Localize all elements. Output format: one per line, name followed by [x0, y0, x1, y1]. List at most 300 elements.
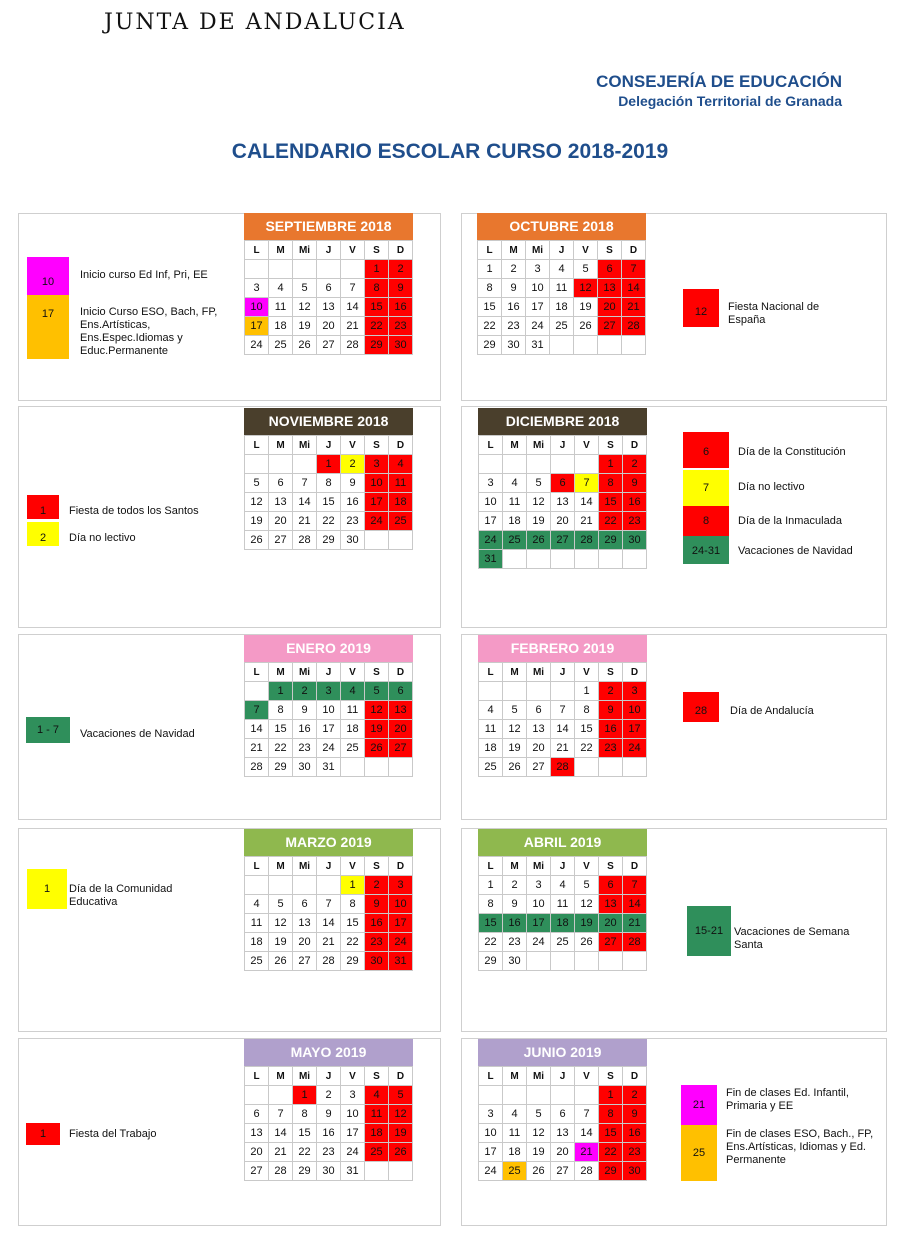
weekday-label: S	[365, 857, 389, 876]
day-cell: 18	[341, 720, 365, 739]
day-cell: 17	[365, 493, 389, 512]
legend-text: Fin de clases ESO, Bach., FP, Ens.Artísticas, Idiomas y Ed. Permanente	[726, 1128, 874, 1166]
day-cell	[598, 336, 622, 355]
day-cell: 31	[479, 550, 503, 569]
day-cell	[551, 682, 575, 701]
day-cell: 30	[341, 531, 365, 550]
day-cell: 8	[575, 701, 599, 720]
day-cell: 14	[623, 895, 647, 914]
day-cell: 22	[478, 317, 502, 336]
week-row	[479, 876, 647, 895]
day-cell: 24	[623, 739, 647, 758]
weekday-label: M	[503, 436, 527, 455]
weekday-label: L	[245, 436, 269, 455]
day-cell: 27	[245, 1162, 269, 1181]
day-cell: 19	[503, 739, 527, 758]
day-cell: 5	[293, 279, 317, 298]
day-cell: 22	[575, 739, 599, 758]
day-cell: 12	[365, 701, 389, 720]
day-cell	[503, 1086, 527, 1105]
day-cell: 6	[551, 474, 575, 493]
week-row	[245, 512, 413, 531]
day-cell	[599, 550, 623, 569]
day-cell: 31	[526, 336, 550, 355]
day-cell: 7	[551, 701, 575, 720]
day-cell: 25	[341, 739, 365, 758]
legend-swatch: 28	[683, 692, 719, 722]
legend-text: Inicio Curso ESO, Bach, FP, Ens.Artísticas, Ens.Espec.Idiomas y Educ.Permanente	[80, 306, 218, 357]
day-cell	[503, 682, 527, 701]
day-cell: 25	[245, 952, 269, 971]
day-cell: 25	[389, 512, 413, 531]
day-cell	[341, 758, 365, 777]
month-grid	[244, 1066, 413, 1181]
weekday-label: J	[317, 1067, 341, 1086]
weekday-label: L	[245, 663, 269, 682]
day-cell	[575, 952, 599, 971]
day-cell: 11	[503, 1124, 527, 1143]
weekday-label: M	[269, 241, 293, 260]
day-cell: 16	[503, 914, 527, 933]
weekday-label: Mi	[527, 857, 551, 876]
day-cell: 14	[245, 720, 269, 739]
month-diciembre	[478, 408, 647, 569]
day-cell: 24	[526, 317, 550, 336]
day-cell: 19	[575, 914, 599, 933]
day-cell: 15	[479, 914, 503, 933]
month-grid	[478, 856, 647, 971]
day-cell	[623, 550, 647, 569]
week-row	[245, 739, 413, 758]
weekday-label: D	[622, 241, 646, 260]
day-cell: 28	[623, 933, 647, 952]
legend-swatch: 24-31	[683, 536, 729, 564]
day-cell: 1	[575, 682, 599, 701]
day-cell	[599, 952, 623, 971]
day-cell: 3	[389, 876, 413, 895]
day-cell: 20	[527, 739, 551, 758]
day-cell: 30	[623, 531, 647, 550]
day-cell	[269, 876, 293, 895]
day-cell: 2	[599, 682, 623, 701]
day-cell	[317, 260, 341, 279]
day-cell	[269, 455, 293, 474]
day-cell: 15	[599, 1124, 623, 1143]
day-cell: 14	[575, 1124, 599, 1143]
day-cell: 17	[245, 317, 269, 336]
day-cell: 6	[599, 876, 623, 895]
week-row	[478, 260, 646, 279]
day-cell: 8	[365, 279, 389, 298]
day-cell: 7	[623, 876, 647, 895]
week-row	[245, 876, 413, 895]
month-header: SEPTIEMBRE 2018	[244, 213, 413, 240]
week-row	[245, 1124, 413, 1143]
week-row	[245, 1162, 413, 1181]
day-cell: 18	[479, 739, 503, 758]
day-cell: 5	[527, 1105, 551, 1124]
weekday-label: L	[478, 241, 502, 260]
day-cell: 12	[527, 493, 551, 512]
day-cell: 17	[341, 1124, 365, 1143]
day-cell: 26	[293, 336, 317, 355]
legend-swatch: 15-21	[687, 906, 731, 956]
weekday-label: M	[502, 241, 526, 260]
day-cell: 16	[293, 720, 317, 739]
day-cell: 12	[574, 279, 598, 298]
day-cell: 19	[527, 512, 551, 531]
weekday-label: J	[317, 857, 341, 876]
day-cell: 27	[599, 933, 623, 952]
page-title: CALENDARIO ESCOLAR CURSO 2018-2019	[231, 140, 669, 163]
month-octubre	[477, 213, 646, 355]
day-cell: 21	[341, 317, 365, 336]
day-cell	[575, 758, 599, 777]
day-cell: 7	[245, 701, 269, 720]
week-row	[245, 1086, 413, 1105]
day-cell	[527, 455, 551, 474]
day-cell: 3	[341, 1086, 365, 1105]
day-cell: 4	[389, 455, 413, 474]
day-cell: 4	[269, 279, 293, 298]
day-cell: 23	[317, 1143, 341, 1162]
day-cell: 9	[599, 701, 623, 720]
day-cell: 16	[599, 720, 623, 739]
day-cell	[389, 1162, 413, 1181]
legend-swatch: 1 - 7	[26, 717, 70, 743]
day-cell: 19	[527, 1143, 551, 1162]
weekday-label: Mi	[293, 1067, 317, 1086]
week-row	[479, 455, 647, 474]
day-cell: 26	[574, 317, 598, 336]
day-cell: 3	[479, 474, 503, 493]
day-cell: 20	[551, 1143, 575, 1162]
day-cell: 27	[389, 739, 413, 758]
day-cell	[365, 531, 389, 550]
day-cell: 20	[598, 298, 622, 317]
day-cell: 22	[479, 933, 503, 952]
legend-swatch: 17	[27, 295, 69, 359]
day-cell: 27	[293, 952, 317, 971]
day-cell: 11	[551, 895, 575, 914]
day-cell: 12	[389, 1105, 413, 1124]
day-cell: 28	[575, 531, 599, 550]
day-cell: 6	[293, 895, 317, 914]
legend-text: Día de la Comunidad Educativa	[69, 883, 173, 908]
weekday-label: Mi	[527, 663, 551, 682]
day-cell: 8	[341, 895, 365, 914]
week-row	[478, 298, 646, 317]
day-cell: 1	[341, 876, 365, 895]
day-cell: 7	[575, 474, 599, 493]
legend-text: Fin de clases Ed. Infantil, Primaria y EE	[726, 1087, 849, 1112]
day-cell: 2	[503, 876, 527, 895]
day-cell: 28	[575, 1162, 599, 1181]
legend-text: Día no lectivo	[738, 481, 805, 493]
day-cell: 29	[478, 336, 502, 355]
month-septiembre	[244, 213, 413, 355]
day-cell: 23	[599, 739, 623, 758]
day-cell: 20	[293, 933, 317, 952]
day-cell: 28	[245, 758, 269, 777]
day-cell: 29	[479, 952, 503, 971]
day-cell: 24	[389, 933, 413, 952]
month-grid	[244, 435, 413, 550]
day-cell	[245, 1086, 269, 1105]
day-cell: 13	[527, 720, 551, 739]
week-row	[479, 682, 647, 701]
day-cell	[365, 758, 389, 777]
weekday-label: D	[389, 241, 413, 260]
day-cell: 26	[527, 1162, 551, 1181]
day-cell: 13	[551, 1124, 575, 1143]
day-cell: 22	[269, 739, 293, 758]
weekday-label: S	[598, 241, 622, 260]
week-row	[245, 455, 413, 474]
day-cell	[479, 455, 503, 474]
weekday-row	[478, 241, 646, 260]
week-row	[479, 1086, 647, 1105]
day-cell: 9	[623, 474, 647, 493]
week-row	[478, 336, 646, 355]
day-cell: 2	[293, 682, 317, 701]
week-row	[479, 493, 647, 512]
day-cell	[479, 682, 503, 701]
day-cell: 23	[502, 317, 526, 336]
day-cell: 3	[527, 876, 551, 895]
day-cell: 2	[623, 1086, 647, 1105]
day-cell: 16	[317, 1124, 341, 1143]
day-cell: 25	[365, 1143, 389, 1162]
weekday-label: J	[551, 663, 575, 682]
day-cell: 29	[317, 531, 341, 550]
weekday-label: Mi	[293, 857, 317, 876]
day-cell: 29	[599, 1162, 623, 1181]
day-cell: 19	[389, 1124, 413, 1143]
weekday-label: J	[551, 436, 575, 455]
day-cell: 10	[317, 701, 341, 720]
weekday-label: M	[503, 857, 527, 876]
day-cell: 1	[293, 1086, 317, 1105]
day-cell: 13	[598, 279, 622, 298]
day-cell: 7	[575, 1105, 599, 1124]
day-cell	[575, 550, 599, 569]
day-cell: 23	[503, 933, 527, 952]
weekday-label: V	[575, 436, 599, 455]
weekday-label: L	[479, 663, 503, 682]
week-row	[245, 758, 413, 777]
day-cell: 16	[502, 298, 526, 317]
weekday-label: D	[389, 436, 413, 455]
weekday-label: S	[599, 1067, 623, 1086]
day-cell: 1	[599, 455, 623, 474]
day-cell: 10	[341, 1105, 365, 1124]
day-cell	[575, 455, 599, 474]
day-cell: 16	[389, 298, 413, 317]
day-cell	[551, 455, 575, 474]
day-cell	[479, 1086, 503, 1105]
week-row	[245, 474, 413, 493]
week-row	[245, 720, 413, 739]
day-cell: 23	[341, 512, 365, 531]
day-cell: 26	[503, 758, 527, 777]
day-cell: 23	[293, 739, 317, 758]
day-cell: 1	[317, 455, 341, 474]
month-header: FEBRERO 2019	[478, 635, 647, 662]
day-cell: 10	[245, 298, 269, 317]
day-cell: 7	[317, 895, 341, 914]
day-cell: 29	[341, 952, 365, 971]
day-cell: 8	[269, 701, 293, 720]
legend-text: Fiesta de todos los Santos	[69, 505, 199, 517]
day-cell: 18	[503, 512, 527, 531]
day-cell: 25	[479, 758, 503, 777]
month-noviembre	[244, 408, 413, 550]
day-cell: 4	[551, 876, 575, 895]
day-cell	[341, 260, 365, 279]
day-cell: 11	[245, 914, 269, 933]
day-cell: 15	[269, 720, 293, 739]
day-cell: 25	[503, 1162, 527, 1181]
day-cell: 3	[526, 260, 550, 279]
weekday-label: Mi	[293, 436, 317, 455]
month-header: OCTUBRE 2018	[477, 213, 646, 240]
week-row	[245, 336, 413, 355]
day-cell: 4	[341, 682, 365, 701]
day-cell	[550, 336, 574, 355]
day-cell: 21	[317, 933, 341, 952]
day-cell: 24	[341, 1143, 365, 1162]
day-cell: 7	[293, 474, 317, 493]
day-cell: 18	[365, 1124, 389, 1143]
day-cell: 2	[365, 876, 389, 895]
month-grid	[244, 856, 413, 971]
day-cell: 26	[365, 739, 389, 758]
day-cell: 21	[551, 739, 575, 758]
day-cell: 17	[479, 1143, 503, 1162]
weekday-label: V	[575, 857, 599, 876]
day-cell: 26	[575, 933, 599, 952]
weekday-label: J	[551, 1067, 575, 1086]
day-cell: 17	[623, 720, 647, 739]
weekday-label: L	[245, 857, 269, 876]
weekday-label: L	[245, 241, 269, 260]
weekday-label: M	[269, 436, 293, 455]
weekday-label: Mi	[526, 241, 550, 260]
day-cell: 14	[622, 279, 646, 298]
day-cell: 4	[503, 474, 527, 493]
weekday-row	[479, 436, 647, 455]
weekday-row	[479, 1067, 647, 1086]
week-row	[479, 914, 647, 933]
day-cell: 2	[389, 260, 413, 279]
day-cell: 30	[389, 336, 413, 355]
day-cell: 20	[269, 512, 293, 531]
day-cell: 23	[389, 317, 413, 336]
day-cell: 18	[245, 933, 269, 952]
day-cell: 6	[317, 279, 341, 298]
legend-swatch: 1	[27, 869, 67, 909]
day-cell: 17	[317, 720, 341, 739]
weekday-label: S	[599, 436, 623, 455]
legend-swatch: 25	[681, 1125, 717, 1181]
day-cell: 7	[622, 260, 646, 279]
day-cell: 21	[293, 512, 317, 531]
day-cell: 20	[551, 512, 575, 531]
weekday-row	[245, 663, 413, 682]
day-cell: 14	[341, 298, 365, 317]
day-cell: 27	[551, 1162, 575, 1181]
legend-swatch: 12	[683, 289, 719, 327]
month-grid	[244, 240, 413, 355]
day-cell: 22	[365, 317, 389, 336]
day-cell: 27	[317, 336, 341, 355]
weekday-row	[479, 663, 647, 682]
weekday-label: D	[623, 663, 647, 682]
day-cell: 18	[550, 298, 574, 317]
month-grid	[478, 662, 647, 777]
day-cell: 24	[245, 336, 269, 355]
day-cell: 28	[341, 336, 365, 355]
day-cell	[293, 260, 317, 279]
week-row	[245, 298, 413, 317]
weekday-label: V	[341, 436, 365, 455]
day-cell: 29	[599, 531, 623, 550]
day-cell: 10	[365, 474, 389, 493]
day-cell	[503, 550, 527, 569]
weekday-label: M	[269, 857, 293, 876]
month-abril	[478, 829, 647, 971]
week-row	[245, 1143, 413, 1162]
day-cell: 24	[527, 933, 551, 952]
day-cell: 22	[599, 512, 623, 531]
day-cell: 9	[317, 1105, 341, 1124]
weekday-label: D	[389, 663, 413, 682]
legend-text: Fiesta Nacional de España	[728, 301, 820, 326]
day-cell: 7	[341, 279, 365, 298]
week-row	[479, 1162, 647, 1181]
day-cell: 2	[341, 455, 365, 474]
week-row	[479, 512, 647, 531]
weekday-label: D	[389, 857, 413, 876]
day-cell	[245, 260, 269, 279]
day-cell: 6	[245, 1105, 269, 1124]
day-cell: 30	[365, 952, 389, 971]
day-cell: 8	[317, 474, 341, 493]
day-cell: 15	[599, 493, 623, 512]
month-mayo	[244, 1039, 413, 1181]
legend-swatch: 6	[683, 432, 729, 468]
day-cell	[389, 758, 413, 777]
month-grid	[244, 662, 413, 777]
day-cell	[527, 952, 551, 971]
day-cell: 12	[503, 720, 527, 739]
day-cell: 9	[623, 1105, 647, 1124]
day-cell	[599, 758, 623, 777]
weekday-label: V	[575, 663, 599, 682]
day-cell: 21	[623, 914, 647, 933]
weekday-label: M	[269, 663, 293, 682]
day-cell: 28	[269, 1162, 293, 1181]
day-cell: 20	[389, 720, 413, 739]
day-cell: 29	[365, 336, 389, 355]
delegacion-subtitle: Delegación Territorial de Granada	[618, 93, 842, 109]
weekday-label: J	[317, 241, 341, 260]
day-cell: 8	[599, 474, 623, 493]
day-cell: 25	[550, 317, 574, 336]
day-cell: 18	[389, 493, 413, 512]
day-cell: 2	[317, 1086, 341, 1105]
